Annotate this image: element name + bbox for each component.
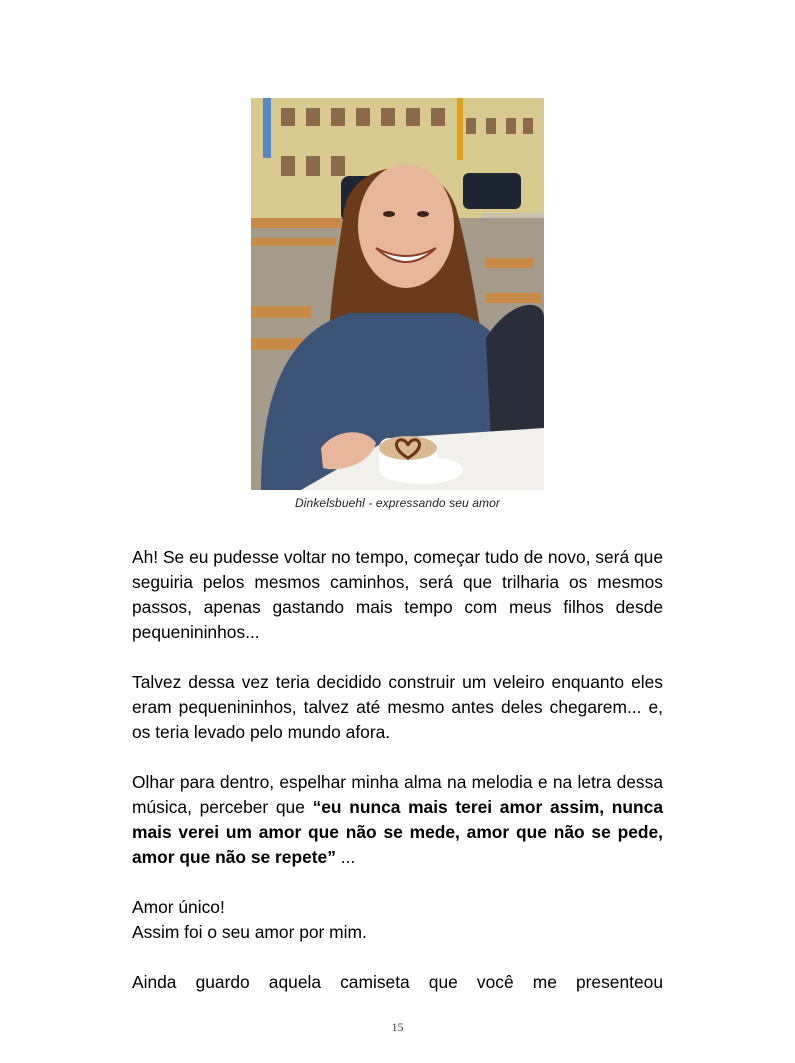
paragraph-text: Ainda guardo aquela camiseta que você me presenteou <box>132 972 663 992</box>
paragraph-text: ... <box>335 847 356 867</box>
page-number: 15 <box>391 1020 404 1034</box>
body-text <box>132 545 663 995</box>
short-lines <box>132 895 663 945</box>
paragraph-text: Olhar para dentro, espelhar minha alma na melodia e na letra dessa música, perceber que <box>132 772 663 817</box>
paragraph-text: Ah! Se eu pudesse voltar no tempo, começar tudo de novo, será que seguiria pelos mesmos caminhos, será que trilharia os mesmos passos, apenas gastando mais tempo com meus filhos desde pequenininhos... <box>132 547 663 642</box>
photo-illustration <box>251 98 544 490</box>
paragraph <box>132 770 663 870</box>
paragraph-continued <box>132 970 663 995</box>
photo-caption: Dinkelsbuehl - expressando seu amor <box>295 496 500 510</box>
song-quote: “eu nunca mais terei amor assim, nunca mais verei um amor que não se mede, amor que não se pede, amor que não se repete” <box>132 797 663 867</box>
photo-woman-with-cappuccino <box>251 98 544 490</box>
short-line: Amor único! <box>132 897 225 917</box>
paragraph <box>132 545 663 645</box>
short-line: Assim foi o seu amor por mim. <box>132 922 367 942</box>
paragraph-text: Talvez dessa vez teria decidido construir um veleiro enquanto eles eram pequenininhos, talvez até mesmo antes deles chegarem... e, os teria levado pelo mundo afora. <box>132 672 663 742</box>
paragraph <box>132 670 663 745</box>
